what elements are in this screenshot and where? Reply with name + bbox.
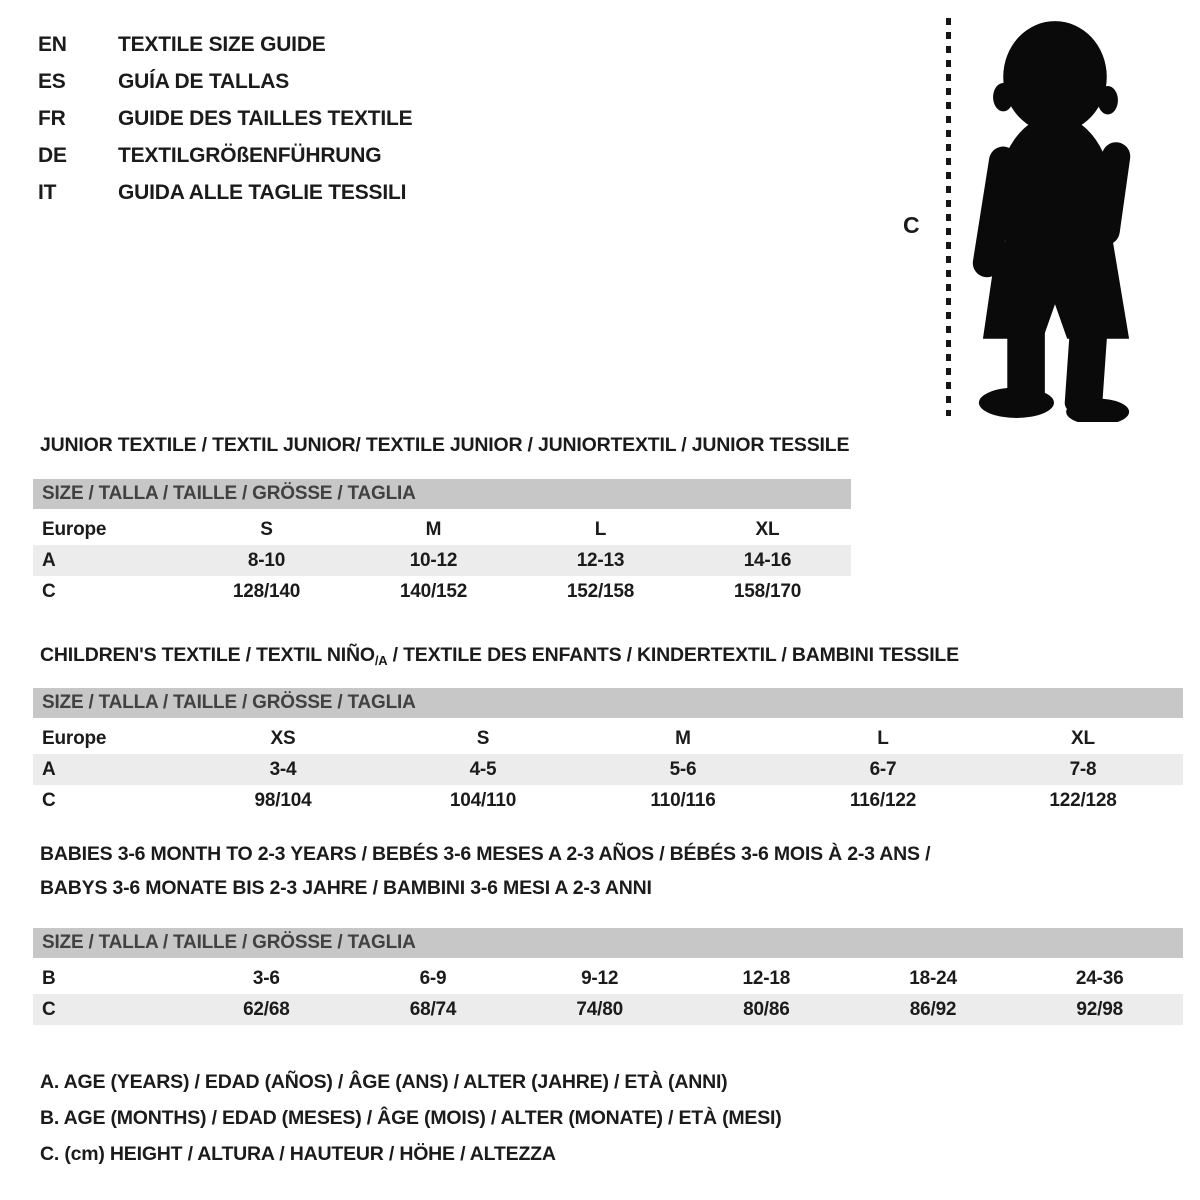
table-cell: 80/86 bbox=[743, 999, 790, 1020]
table-cell: 128/140 bbox=[232, 581, 301, 602]
legend-line-c: C. (cm) HEIGHT / ALTURA / HAUTEUR / HÖHE / ALTEZZA bbox=[40, 1143, 556, 1165]
table-cell: S bbox=[476, 728, 490, 749]
language-code: DE bbox=[38, 143, 67, 167]
table-cell: 152/158 bbox=[566, 581, 635, 602]
table-cell: M bbox=[425, 519, 442, 540]
babies-section-title-line2: BABYS 3-6 MONATE BIS 2-3 JAHRE / BAMBINI 3-6 MESI A 2-3 ANNI bbox=[40, 877, 652, 899]
table-cell: 62/68 bbox=[243, 999, 290, 1020]
table-cell: 7-8 bbox=[1069, 759, 1097, 780]
table-cell: 104/110 bbox=[449, 790, 517, 811]
table-cell: 3-4 bbox=[269, 759, 297, 780]
children-table bbox=[33, 688, 1183, 816]
table-cell: 74/80 bbox=[576, 999, 623, 1020]
table-row bbox=[33, 785, 1183, 816]
row-label: Europe bbox=[42, 728, 107, 749]
table-cell: XL bbox=[755, 519, 780, 540]
table-cell: 24-36 bbox=[1075, 968, 1124, 989]
table-cell: 68/74 bbox=[409, 999, 457, 1020]
children-title-main: CHILDREN'S TEXTILE / TEXTIL NIÑO bbox=[40, 644, 375, 666]
junior-table-size-header: SIZE / TALLA / TAILLE / GRÖSSE / TAGLIA bbox=[33, 479, 851, 509]
table-cell: S bbox=[260, 519, 273, 540]
babies-table bbox=[33, 928, 1183, 1025]
table-cell: 12-18 bbox=[742, 968, 791, 989]
legend-line-a: A. AGE (YEARS) / EDAD (AÑOS) / ÂGE (ANS) / ALTER (JAHRE) / ETÀ (ANNI) bbox=[40, 1071, 728, 1093]
children-table-size-header: SIZE / TALLA / TAILLE / GRÖSSE / TAGLIA bbox=[33, 688, 1183, 718]
table-cell: 12-13 bbox=[576, 550, 625, 571]
row-label: Europe bbox=[42, 519, 107, 540]
language-label: TEXTILGRÖßENFÜHRUNG bbox=[118, 143, 382, 167]
table-cell: 158/170 bbox=[733, 581, 802, 602]
table-cell: XL bbox=[1071, 728, 1095, 749]
table-cell: 10-12 bbox=[409, 550, 458, 571]
language-code: EN bbox=[38, 32, 67, 56]
table-cell: 6-7 bbox=[869, 759, 897, 780]
table-cell: 14-16 bbox=[743, 550, 792, 571]
table-cell: L bbox=[877, 728, 889, 749]
junior-table bbox=[33, 479, 851, 607]
language-row-it bbox=[38, 174, 412, 211]
table-cell: 3-6 bbox=[252, 968, 280, 989]
table-cell: 6-9 bbox=[419, 968, 447, 989]
table-cell: 110/116 bbox=[650, 790, 716, 811]
table-cell: XS bbox=[270, 728, 296, 749]
table-cell: L bbox=[594, 519, 607, 540]
language-list bbox=[38, 26, 412, 211]
table-cell: 116/122 bbox=[849, 790, 917, 811]
table-row bbox=[33, 514, 851, 545]
table-cell: 5-6 bbox=[669, 759, 697, 780]
table-cell: 86/92 bbox=[909, 999, 957, 1020]
toddler-silhouette-icon bbox=[966, 16, 1144, 422]
table-cell: 8-10 bbox=[247, 550, 286, 571]
language-row-en bbox=[38, 26, 412, 63]
row-label: C bbox=[42, 581, 56, 602]
language-row-fr bbox=[38, 100, 412, 137]
babies-section-title-line1: BABIES 3-6 MONTH TO 2-3 YEARS / BEBÉS 3-6 MESES A 2-3 AÑOS / BÉBÉS 3-6 MOIS À 2-3 ANS / bbox=[40, 843, 931, 865]
table-cell: 122/128 bbox=[1049, 790, 1117, 811]
table-cell: 4-5 bbox=[469, 759, 497, 780]
table-cell: 9-12 bbox=[581, 968, 619, 989]
row-label: A bbox=[42, 759, 56, 780]
table-cell: 92/98 bbox=[1076, 999, 1123, 1020]
language-label: GUÍA DE TALLAS bbox=[118, 69, 290, 93]
legend bbox=[40, 1064, 782, 1172]
legend-line-b: B. AGE (MONTHS) / EDAD (MESES) / ÂGE (MOIS) / ALTER (MONATE) / ETÀ (MESI) bbox=[40, 1107, 782, 1129]
height-dashed-line bbox=[946, 18, 951, 416]
table-cell: M bbox=[675, 728, 691, 749]
children-title-subscript: /A bbox=[374, 653, 388, 668]
table-cell: 98/104 bbox=[254, 790, 312, 811]
row-label: A bbox=[42, 550, 56, 571]
table-cell: 140/152 bbox=[399, 581, 468, 602]
table-cell: 18-24 bbox=[909, 968, 957, 989]
children-title-rest: / TEXTILE DES ENFANTS / KINDERTEXTIL / BAMBINI TESSILE bbox=[387, 644, 959, 666]
children-section-title bbox=[40, 644, 959, 668]
table-row bbox=[33, 754, 1183, 785]
table-row bbox=[33, 576, 851, 607]
language-row-de bbox=[38, 137, 412, 174]
row-label: C bbox=[42, 999, 56, 1020]
junior-section-title: JUNIOR TEXTILE / TEXTIL JUNIOR/ TEXTILE JUNIOR / JUNIORTEXTIL / JUNIOR TESSILE bbox=[40, 434, 850, 456]
language-label: GUIDA ALLE TAGLIE TESSILI bbox=[118, 180, 407, 204]
table-row bbox=[33, 545, 851, 576]
language-code: IT bbox=[38, 180, 57, 204]
language-code: FR bbox=[38, 106, 66, 130]
table-row bbox=[33, 963, 1183, 994]
height-measure-label: C bbox=[903, 212, 920, 238]
babies-table-size-header: SIZE / TALLA / TAILLE / GRÖSSE / TAGLIA bbox=[33, 928, 1183, 958]
language-label: TEXTILE SIZE GUIDE bbox=[118, 32, 326, 56]
language-code: ES bbox=[38, 69, 66, 93]
row-label: B bbox=[42, 968, 56, 989]
language-label: GUIDE DES TAILLES TEXTILE bbox=[118, 106, 413, 130]
language-row-es bbox=[38, 63, 412, 100]
table-row bbox=[33, 994, 1183, 1025]
table-row bbox=[33, 723, 1183, 754]
row-label: C bbox=[42, 790, 56, 811]
